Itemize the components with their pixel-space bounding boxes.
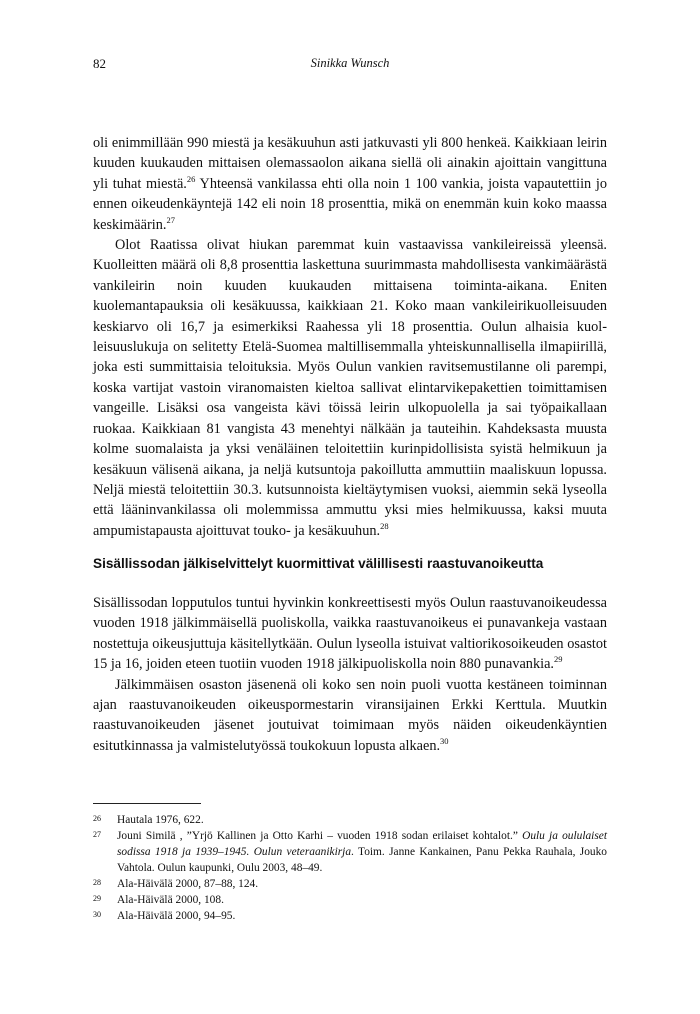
footnote-ref: 30 [440,736,449,747]
footnote-number: 30 [93,910,101,919]
footnote-ref: 26 [186,174,196,185]
footnote-text: Ala-Häivälä 2000, 94–95. [117,910,236,922]
footnote-text: Hautala 1976, 622. [117,814,204,826]
footnote-ref: 27 [166,214,175,225]
running-head-author: Sinikka Wunsch [310,56,390,70]
footnote-ref: 29 [554,654,563,665]
footnote-number: 26 [93,814,101,823]
footnote-text: Jouni Similä , ”Yrjö Kallinen ja Otto Karhi – vuoden 1918 sodan erilaiset kohtalot.” Oulu ja oululaiset sodissa 1918 ja 1939–1945. Oulun veteraanikirja. Toim. Janne Kankainen, Panu Pekka Rauhala, Jouko Vahtola. Oulun kaupunki, Oulu 2003, 48–49. [117,830,608,874]
footnote [93,828,607,876]
footnote-text: Ala-Häivälä 2000, 87–88, 124. [117,878,259,890]
footnote [93,876,607,892]
footnote-divider [93,803,201,804]
footnote-number: 29 [93,894,101,903]
paragraph: oli enimmillään 990 miestä ja kesäkuuhun asti jatkuvasti yli 800 henkeä. Kaikkiaan leirin kuuden kuukauden mittaisen olemassaolon aikana siellä oli ainakin ajoittain vangittuna yli tuhat miestä.$^{26}$ Yhteensä vankilassa ehti olla noin 1 100 vankia, joista vapautettiin jo ennen oikeudenkäyntejä 142 eli noin 18 prosenttia, mikä on enemmän kuin koko maassa keskimäärin.$^{27}$ [93,135,607,233]
footnote-number: 27 [93,830,101,839]
footnote [93,892,607,908]
footnotes [93,812,607,924]
paragraph: Olot Raatissa olivat hiukan paremmat kuin vastaavissa vankileireissä yleensä. Kuolleitten määrä oli 8,8 prosenttia laskettuna suurimmasta mahdollisesta vankimäärästä vankileirin noin kuuden kuukauden mittaisena toiminta-aikana. Eniten kuolemantapauksia oli kesäkuussa, kaikkiaan 21. Koko maan vankileirikuolleisuuden keskiarvo oli 16,7 ja esimerkiksi Raahessa yli 18 prosenttia. Oulun alhaisia kuolleisuuslukuja on selitetty Etelä-Suomea maltillisemmalla yhteiskunnallisella ilmapiirillä, joka esti summittaisia teloituksia. Myös Oulun vankien ravitsemustilanne oli parempi, koska vartijat vastoin viranomaisten kieltoa sallivat elintarvikepakettien toimittamisen vangeille. Lisäksi osa vangeista kävi töissä leirin ulkopuolella ja sai työpaikallaan ruokaa. Kaikkiaan 81 vangista 43 menehtyi nälkään ja tauteihin. Kahdeksasta muusta kolme suomalaista ja yksi venäläinen teloitettiin kurinpidollisista syistä helmikuun ja kesäkuun välisenä aikana, ja neljä kutsuntoja pakoillutta ammuttiin maaliskuun lopussa. Neljä miestä teloitettiin 30.3. kutsunnoista kieltäytymisen vuoksi, aiemmin sekä lyseolla että lääninvankilassa oli molemmissa ammuttu yksi mies helmikuussa, kaksi muuta ampumistapausta ajoittuvat touko- ja kesäkuuhun.$^{28}$ [93,237,607,539]
footnote [93,812,607,828]
body-text [93,133,607,541]
footnote-text: Ala-Häivälä 2000, 108. [117,894,224,906]
section-heading: Sisällissodan jälkiselvittelyt kuormittivat välillisesti raastuvanoikeutta [93,556,544,571]
page-number: 82 [93,56,106,71]
paragraph: Sisällissodan lopputulos tuntui hyvinkin konkreettisesti myös Oulun raastuvanoikeudessa vuoden 1918 jälkimmäisellä puoliskolla, vaikka raastuvanoikeus ei punavankeja vastaan nostettuja oikeusjuttuja käsitellytkään. Oulun lyseolla istuivat valtiorikosoikeuden osastot 15 ja 16, joiden eteen tuotiin vuoden 1918 jälkipuoliskolla noin 880 punavankia.$^{29}$ [93,595,607,673]
body-text-section [93,593,607,756]
page-header [93,56,607,72]
footnote [93,908,607,924]
paragraph: Jälkimmäisen osaston jäsenenä oli koko sen noin puoli vuotta kestäneen toiminnan ajan raastuvanoikeuden oikeuspormestarin viransijainen Erkki Kerttula. Muutkin raastuvanoikeuden jäsenet joutuivat toimimaan myös näiden oikeudenkäyntien esitutkinnassa ja valmistelutyössä toukokuun lopusta alkaen.$^{30}$ [93,676,607,754]
footnote-ref: 28 [380,520,389,531]
footnote-number: 28 [93,878,101,887]
